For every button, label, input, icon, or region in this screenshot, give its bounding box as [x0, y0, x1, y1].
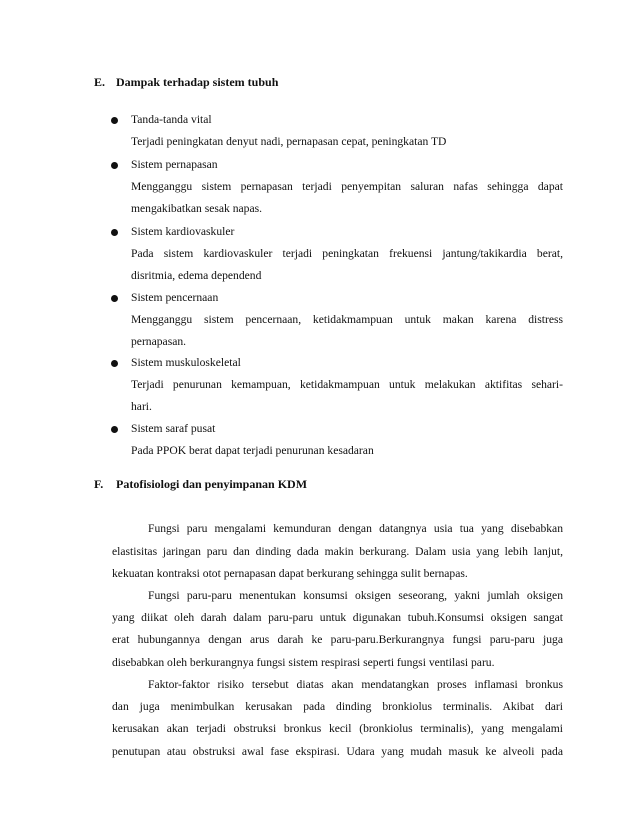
bullet-icon — [111, 162, 118, 169]
paragraph-line: erat hubungannya dengan arus darah ke paru-paru.Berkurangnya fungsi paru-paru juga — [112, 633, 563, 646]
paragraph-line: Fungsi paru-paru menentukan konsumsi oksigen seseorang, yakni jumlah oksigen — [148, 589, 563, 602]
section-e-letter: E. — [94, 75, 106, 89]
paragraph-line: elastisitas jaringan paru dan dinding dada makin berkurang. Dalam usia yang lebih lanjut, — [112, 545, 563, 558]
item-label: Sistem kardiovaskuler — [131, 225, 235, 238]
bullet-icon — [111, 295, 118, 302]
item-label: Sistem pernapasan — [131, 158, 218, 171]
item-text: Pada PPOK berat dapat terjadi penurunan kesadaran — [131, 444, 374, 457]
paragraph-line: Faktor-faktor risiko tersebut diatas akan mendatangkan proses inflamasi bronkus — [148, 678, 563, 691]
item-text: Terjadi peningkatan denyut nadi, pernapasan cepat, peningkatan TD — [131, 135, 447, 148]
item-text: Mengganggu sistem pencernaan, ketidakmampuan untuk makan karena distress — [131, 313, 563, 326]
item-text: disritmia, edema dependend — [131, 269, 262, 282]
paragraph-line: disebabkan oleh berkurangnya fungsi sistem respirasi seperti fungsi ventilasi paru. — [112, 656, 495, 669]
item-text: Mengganggu sistem pernapasan terjadi penyempitan saluran nafas sehingga dapat — [131, 180, 563, 193]
section-e-title: Dampak terhadap sistem tubuh — [116, 75, 279, 89]
bullet-icon — [111, 360, 118, 367]
paragraph-line: Fungsi paru mengalami kemunduran dengan datangnya usia tua yang disebabkan — [148, 522, 563, 535]
section-e-heading — [94, 75, 278, 90]
paragraph-line: kekuatan kontraksi otot pernapasan dapat berkurang sehingga sulit bernapas. — [112, 567, 468, 580]
item-text: hari. — [131, 400, 152, 413]
paragraph-line: yang diikat oleh darah dalam paru-paru untuk digunakan tubuh.Konsumsi oksigen sangat — [112, 611, 563, 624]
paragraph-line: kerusakan akan terjadi obstruksi bronkus kecil (bronkiolus terminalis), yang mengalami — [112, 722, 563, 735]
bullet-icon — [111, 229, 118, 236]
section-f-heading — [94, 477, 307, 492]
item-text: mengakibatkan sesak napas. — [131, 202, 263, 215]
section-f-letter: F. — [94, 477, 104, 491]
item-label: Tanda-tanda vital — [131, 113, 212, 126]
item-label: Sistem pencernaan — [131, 291, 219, 304]
item-text: pernapasan. — [131, 335, 187, 348]
section-f-title: Patofisiologi dan penyimpanan KDM — [116, 477, 308, 491]
paragraph-line: dan juga menimbulkan kerusakan pada dinding bronkiolus terminalis. Akibat dari — [112, 700, 563, 713]
item-label: Sistem muskuloskeletal — [131, 356, 241, 369]
item-text: Pada sistem kardiovaskuler terjadi peningkatan frekuensi jantung/takikardia berat, — [131, 247, 563, 260]
bullet-icon — [111, 117, 118, 124]
bullet-icon — [111, 426, 118, 433]
item-text: Terjadi penurunan kemampuan, ketidakmampuan untuk melakukan aktifitas sehari- — [131, 378, 563, 391]
paragraph-line: penutupan atau obstruksi awal fase ekspirasi. Udara yang mudah masuk ke alveoli pada — [112, 745, 563, 758]
item-label: Sistem saraf pusat — [131, 422, 216, 435]
